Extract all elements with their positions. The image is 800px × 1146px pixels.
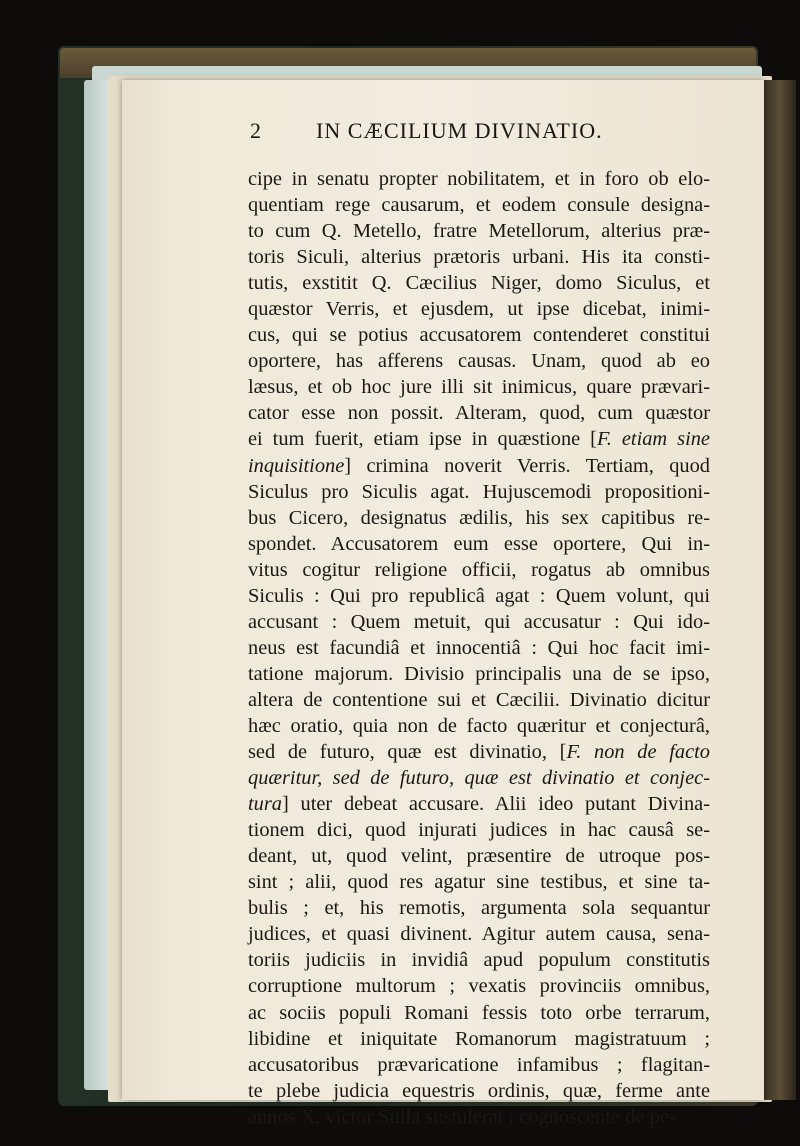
text-line bbox=[248, 973, 710, 999]
italic-segment: F. etiam sine bbox=[596, 428, 710, 451]
text-line bbox=[248, 739, 710, 765]
text-segment: cus, qui se potius accusatorem contenderet constitui bbox=[248, 324, 710, 347]
text-line bbox=[248, 687, 710, 713]
text-segment: ac sociis populi Romani fessis toto orbe terrarum, bbox=[248, 1001, 710, 1024]
text-line bbox=[248, 661, 710, 687]
body-text bbox=[248, 166, 710, 1130]
text-line bbox=[248, 921, 710, 947]
text-line bbox=[248, 296, 710, 322]
text-segment: corruptione multorum ; vexatis provinciis omnibus, bbox=[248, 975, 710, 998]
text-segment: toris Siculi, alterius prætoris urbani. His ita consti- bbox=[248, 246, 710, 269]
italic-segment: quæritur, sed de futuro, quæ est divinatio et conjec- bbox=[248, 767, 710, 790]
text-line bbox=[248, 817, 710, 843]
text-segment: oportere, has afferens causas. Unam, quod ab eo bbox=[248, 350, 710, 373]
text-segment: ] uter debeat accusare. Alii ideo putant Divina- bbox=[282, 793, 710, 816]
text-segment: libidine et iniquitate Romanorum magistratuum ; bbox=[248, 1027, 710, 1050]
text-line bbox=[248, 1000, 710, 1026]
text-segment: tionem dici, quod injurati judices in hac causâ se- bbox=[248, 819, 710, 842]
text-segment: tatione majorum. Divisio principalis una de se ipso, bbox=[248, 662, 710, 685]
text-line bbox=[248, 895, 710, 921]
text-line bbox=[248, 583, 710, 609]
text-segment: quæstor Verris, et ejusdem, ut ipse dicebat, inimi- bbox=[248, 298, 710, 321]
text-segment: judices, et quasi divinent. Agitur autem causa, sena- bbox=[248, 923, 710, 946]
text-line bbox=[248, 791, 710, 817]
text-line bbox=[248, 374, 710, 400]
text-segment: accusant : Quem metuit, qui accusatur : Qui ido- bbox=[248, 610, 710, 633]
text-segment: toriis judiciis in invidiâ apud populum constitutis bbox=[248, 949, 710, 972]
text-segment: sint ; alii, quod res agatur sine testibus, et sine ta- bbox=[248, 871, 710, 894]
text-segment: Siculus pro Siculis agat. Hujuscemodi propositioni- bbox=[248, 480, 710, 503]
text-line bbox=[248, 1104, 710, 1130]
text-segment: Siculis : Qui pro republicâ agat : Quem volunt, qui bbox=[248, 584, 710, 607]
text-segment: quentiam rege causarum, et eodem consule designa- bbox=[248, 194, 710, 217]
text-segment: spondet. Accusatorem eum esse oportere, Qui in- bbox=[248, 532, 710, 555]
text-line bbox=[248, 1026, 710, 1052]
text-line bbox=[248, 218, 710, 244]
italic-segment: inquisitione bbox=[248, 454, 345, 477]
text-segment: to cum Q. Metello, fratre Metellorum, alterius præ- bbox=[248, 220, 710, 243]
text-segment: vitus cogitur religione officii, rogatus ab omnibus bbox=[248, 558, 710, 581]
text-segment: cipe in senatu propter nobilitatem, et in foro ob elo- bbox=[248, 168, 710, 190]
text-line bbox=[248, 531, 710, 557]
text-segment: tutis, exstitit Q. Cæcilius Niger, domo Siculus, et bbox=[248, 272, 710, 295]
running-head: IN CÆCILIUM DIVINATIO. bbox=[316, 118, 603, 143]
text-segment: ] crimina noverit Verris. Tertiam, quod bbox=[344, 454, 710, 477]
page-fore-edge bbox=[764, 80, 796, 1100]
text-segment: te plebe judicia equestris ordinis, quæ, ferme ante bbox=[248, 1079, 710, 1102]
text-line bbox=[248, 426, 710, 452]
text-line bbox=[248, 192, 710, 218]
text-segment: ei tum fuerit, etiam ipse in quæstione [ bbox=[248, 428, 597, 451]
italic-segment: F. non de facto bbox=[566, 741, 710, 764]
text-segment: accusatoribus prævaricatione infamibus ; flagitan- bbox=[248, 1053, 710, 1076]
text-segment: bulis ; et, his remotis, argumenta sola sequantur bbox=[248, 897, 710, 920]
text-segment: sed de futuro, quæ est divinatio, [ bbox=[248, 741, 567, 764]
text-line bbox=[248, 479, 710, 505]
text-line bbox=[248, 244, 710, 270]
text-line bbox=[248, 400, 710, 426]
italic-segment: tura bbox=[248, 793, 282, 816]
text-segment: cator esse non possit. Alteram, quod, cum quæstor bbox=[248, 402, 710, 425]
text-line bbox=[248, 1078, 710, 1104]
text-line bbox=[248, 947, 710, 973]
text-line bbox=[248, 270, 710, 296]
text-line bbox=[248, 765, 710, 791]
text-line bbox=[248, 505, 710, 531]
text-line bbox=[248, 166, 710, 192]
text-segment: deant, ut, quod velint, præsentire de utroque pos- bbox=[248, 845, 710, 868]
text-segment: altera de contentione sui et Cæcilii. Divinatio dicitur bbox=[248, 688, 710, 711]
text-line bbox=[248, 453, 710, 479]
text-segment: hæc oratio, quia non de facto quæritur et conjecturâ, bbox=[248, 714, 710, 737]
text-line bbox=[248, 713, 710, 739]
text-line bbox=[248, 843, 710, 869]
text-line bbox=[248, 1052, 710, 1078]
text-line bbox=[248, 869, 710, 895]
text-line bbox=[248, 609, 710, 635]
text-segment: annos X, victor Sulla sustulerat ; cognoscente de pe- bbox=[248, 1105, 676, 1128]
page-number: 2 bbox=[250, 118, 262, 143]
text-line bbox=[248, 322, 710, 348]
text-line bbox=[248, 348, 710, 374]
text-line bbox=[248, 635, 710, 661]
text-segment: læsus, et ob hoc jure illi sit inimicus, quare prævari- bbox=[248, 376, 710, 399]
page-header bbox=[250, 118, 650, 148]
text-line bbox=[248, 557, 710, 583]
text-segment: neus est facundiâ et innocentiâ : Qui hoc facit imi- bbox=[248, 636, 710, 659]
text-segment: bus Cicero, designatus ædilis, his sex capitibus re- bbox=[248, 506, 710, 529]
